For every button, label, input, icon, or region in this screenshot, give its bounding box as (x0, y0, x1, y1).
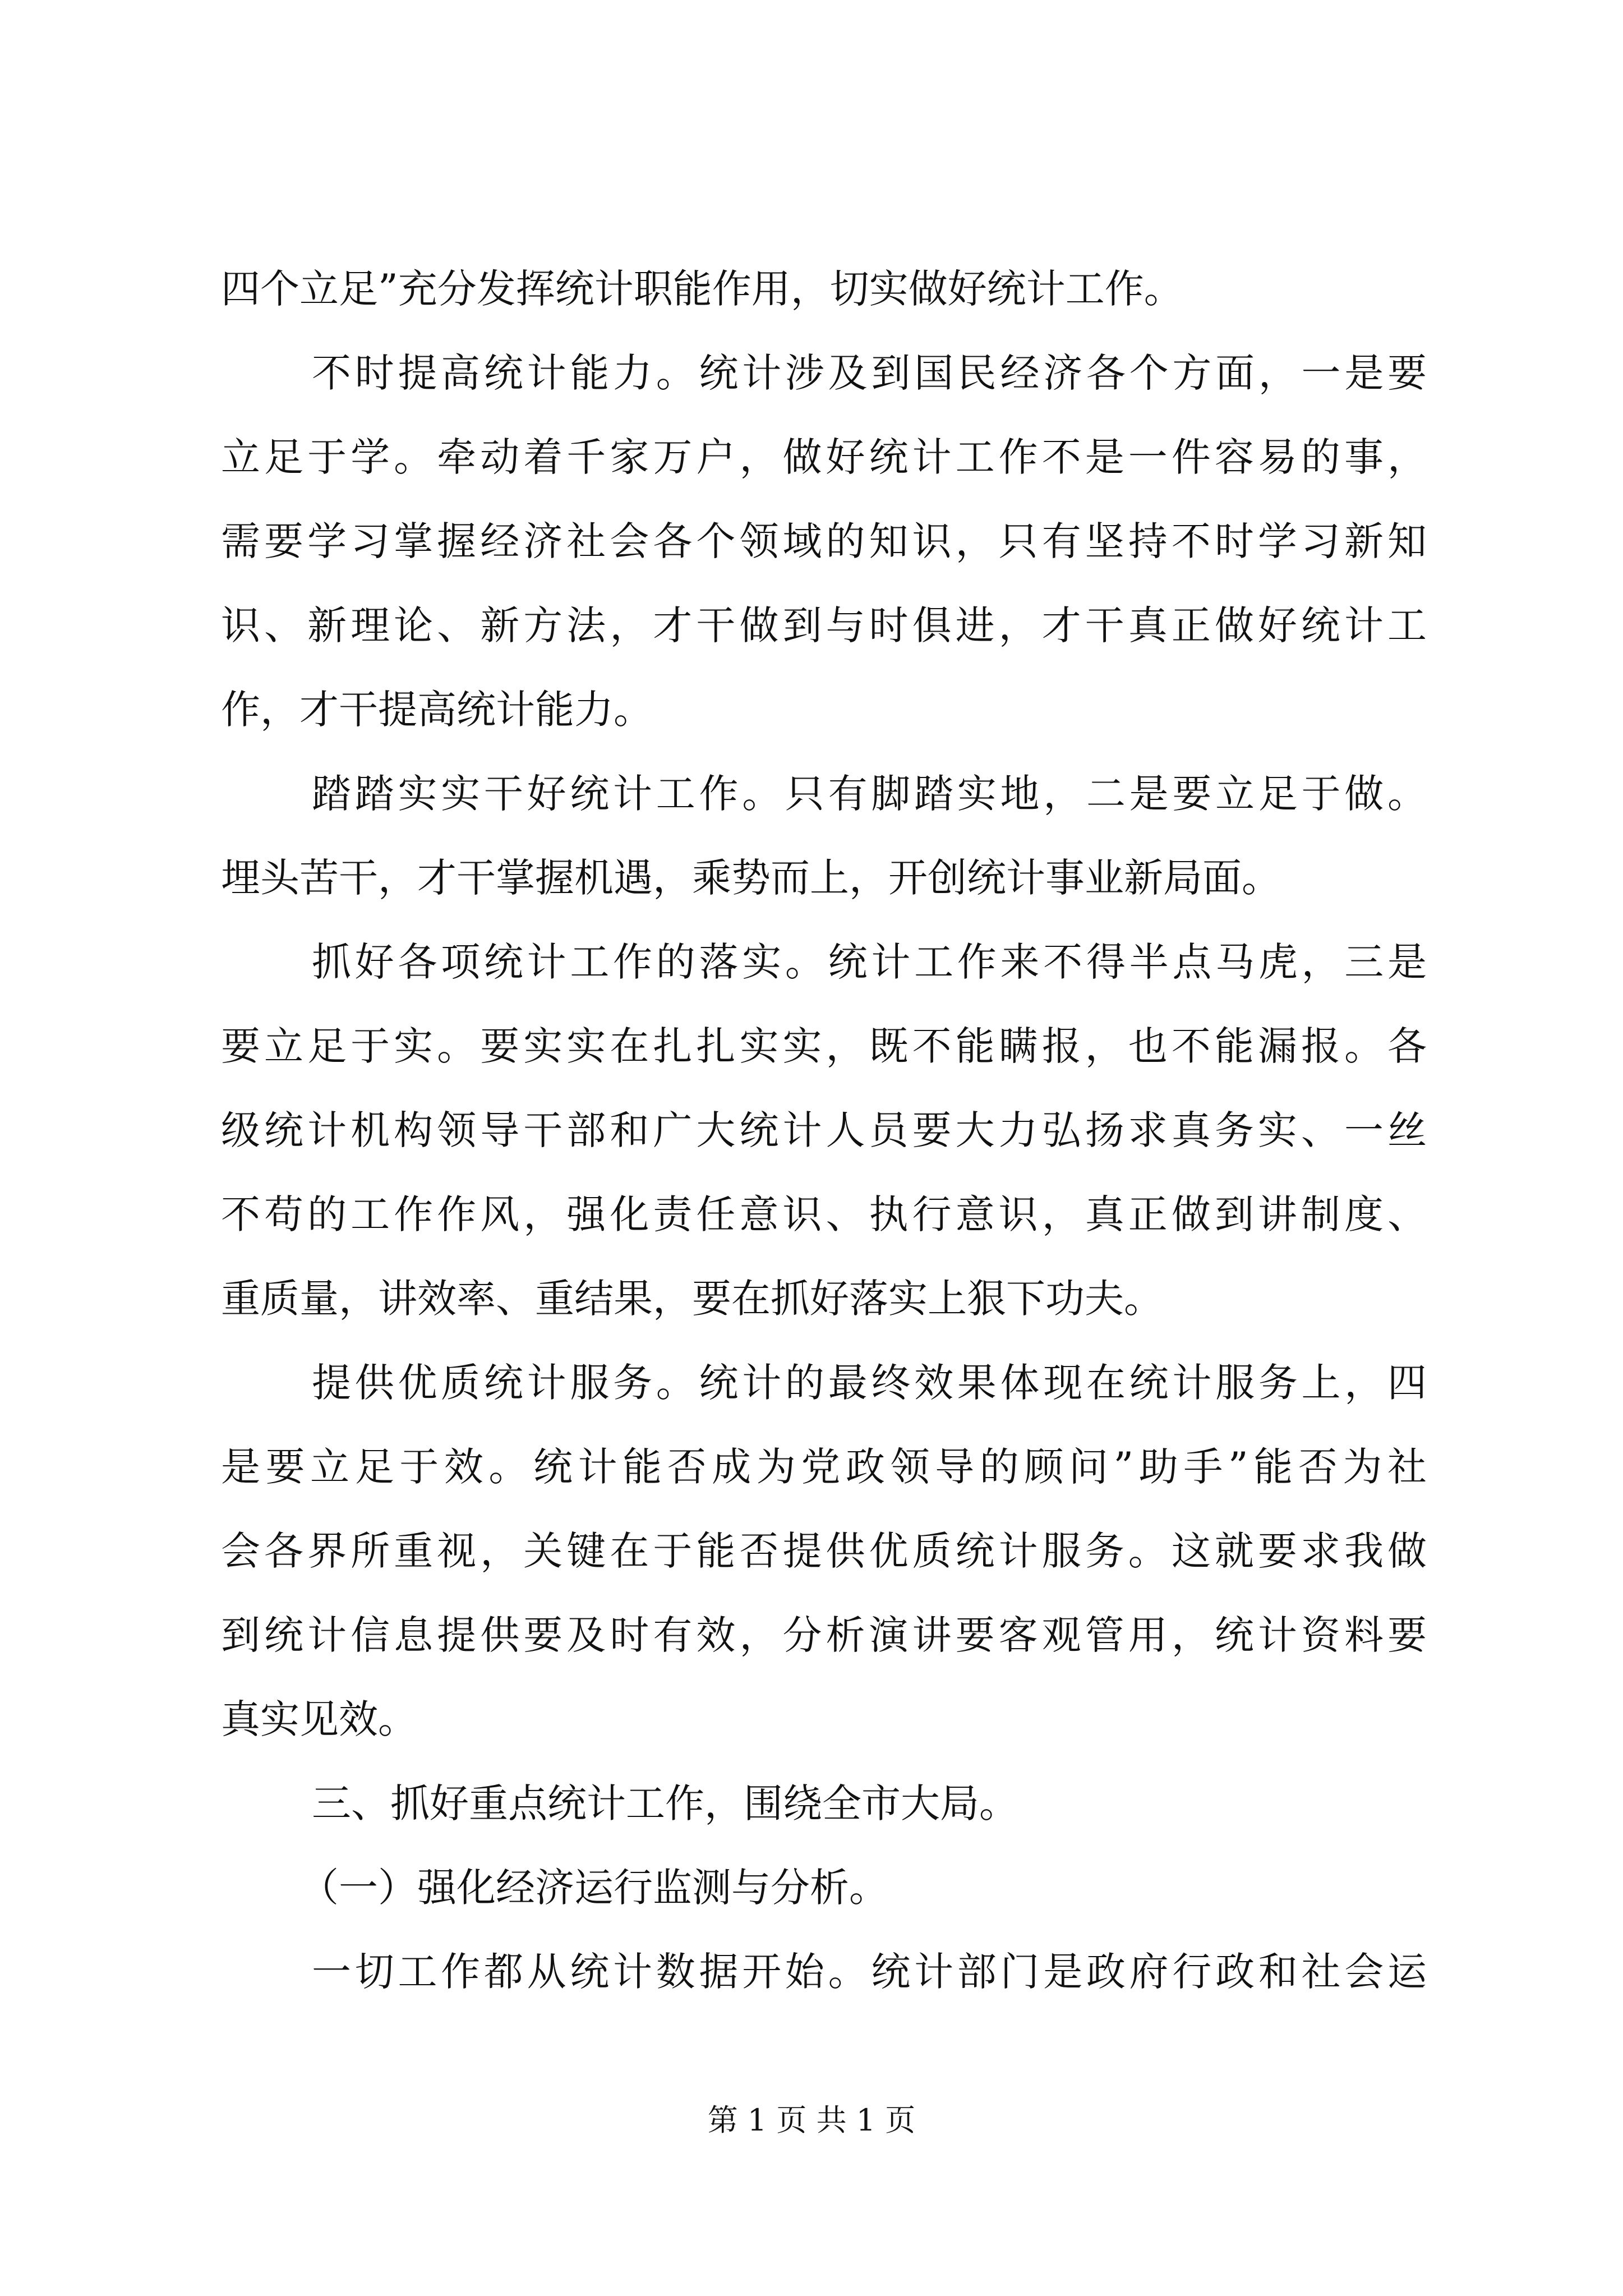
text-line: 需要学习掌握经济社会各个领域的知识，只有坚持不时学习新知 (221, 518, 1427, 564)
text-line: 级统计机构领导干部和广大统计人员要大力弘扬求真务实、一丝 (221, 1107, 1427, 1153)
page-number-label: 第 1 页 共 1 页 (707, 2102, 916, 2138)
text-line: 立足于学。牵动着千家万户，做好统计工作不是一件容易的事， (221, 434, 1427, 480)
text-line: 四个立足”充分发挥统计职能作用，切实做好统计工作。 (221, 266, 1183, 312)
text-line: 作，才干提高统计能力。 (221, 687, 653, 733)
paragraph-first-line: 不时提高统计能力。统计涉及到国民经济各个方面，一是要 (312, 350, 1427, 396)
paragraph-first-line: 提供优质统计服务。统计的最终效果体现在统计服务上，四 (312, 1360, 1427, 1406)
text-line: 到统计信息提供要及时有效，分析演讲要客观管用，统计资料要 (221, 1612, 1427, 1658)
text-line: 真实见效。 (221, 1696, 417, 1742)
subsection-heading: （一）强化经济运行监测与分析。 (299, 1865, 888, 1911)
paragraph-first-line: 抓好各项统计工作的落实。统计工作来不得半点马虎，三是 (312, 939, 1427, 985)
text-line: 识、新理论、新方法，才干做到与时俱进，才干真正做好统计工 (221, 602, 1427, 648)
text-line: 重质量，讲效率、重结果，要在抓好落实上狠下功夫。 (221, 1276, 1163, 1322)
page-footer (0, 2101, 1623, 2140)
section-heading: 三、抓好重点统计工作，围绕全市大局。 (312, 1780, 1018, 1826)
document-body (221, 247, 1427, 2014)
paragraph-first-line: 一切工作都从统计数据开始。统计部门是政府行政和社会运 (312, 1949, 1427, 1995)
text-line: 要立足于实。要实实在扎扎实实，既不能瞒报，也不能漏报。各 (221, 1023, 1427, 1069)
text-line: 埋头苦干，才干掌握机遇，乘势而上，开创统计事业新局面。 (221, 855, 1281, 901)
paragraph-first-line: 踏踏实实干好统计工作。只有脚踏实地，二是要立足于做。 (312, 771, 1427, 817)
text-line: 不苟的工作作风，强化责任意识、执行意识，真正做到讲制度、 (221, 1191, 1427, 1237)
text-line: 是要立足于效。统计能否成为党政领导的顾问”助手”能否为社 (221, 1444, 1427, 1490)
text-line: 会各界所重视，关键在于能否提供优质统计服务。这就要求我做 (221, 1528, 1427, 1574)
